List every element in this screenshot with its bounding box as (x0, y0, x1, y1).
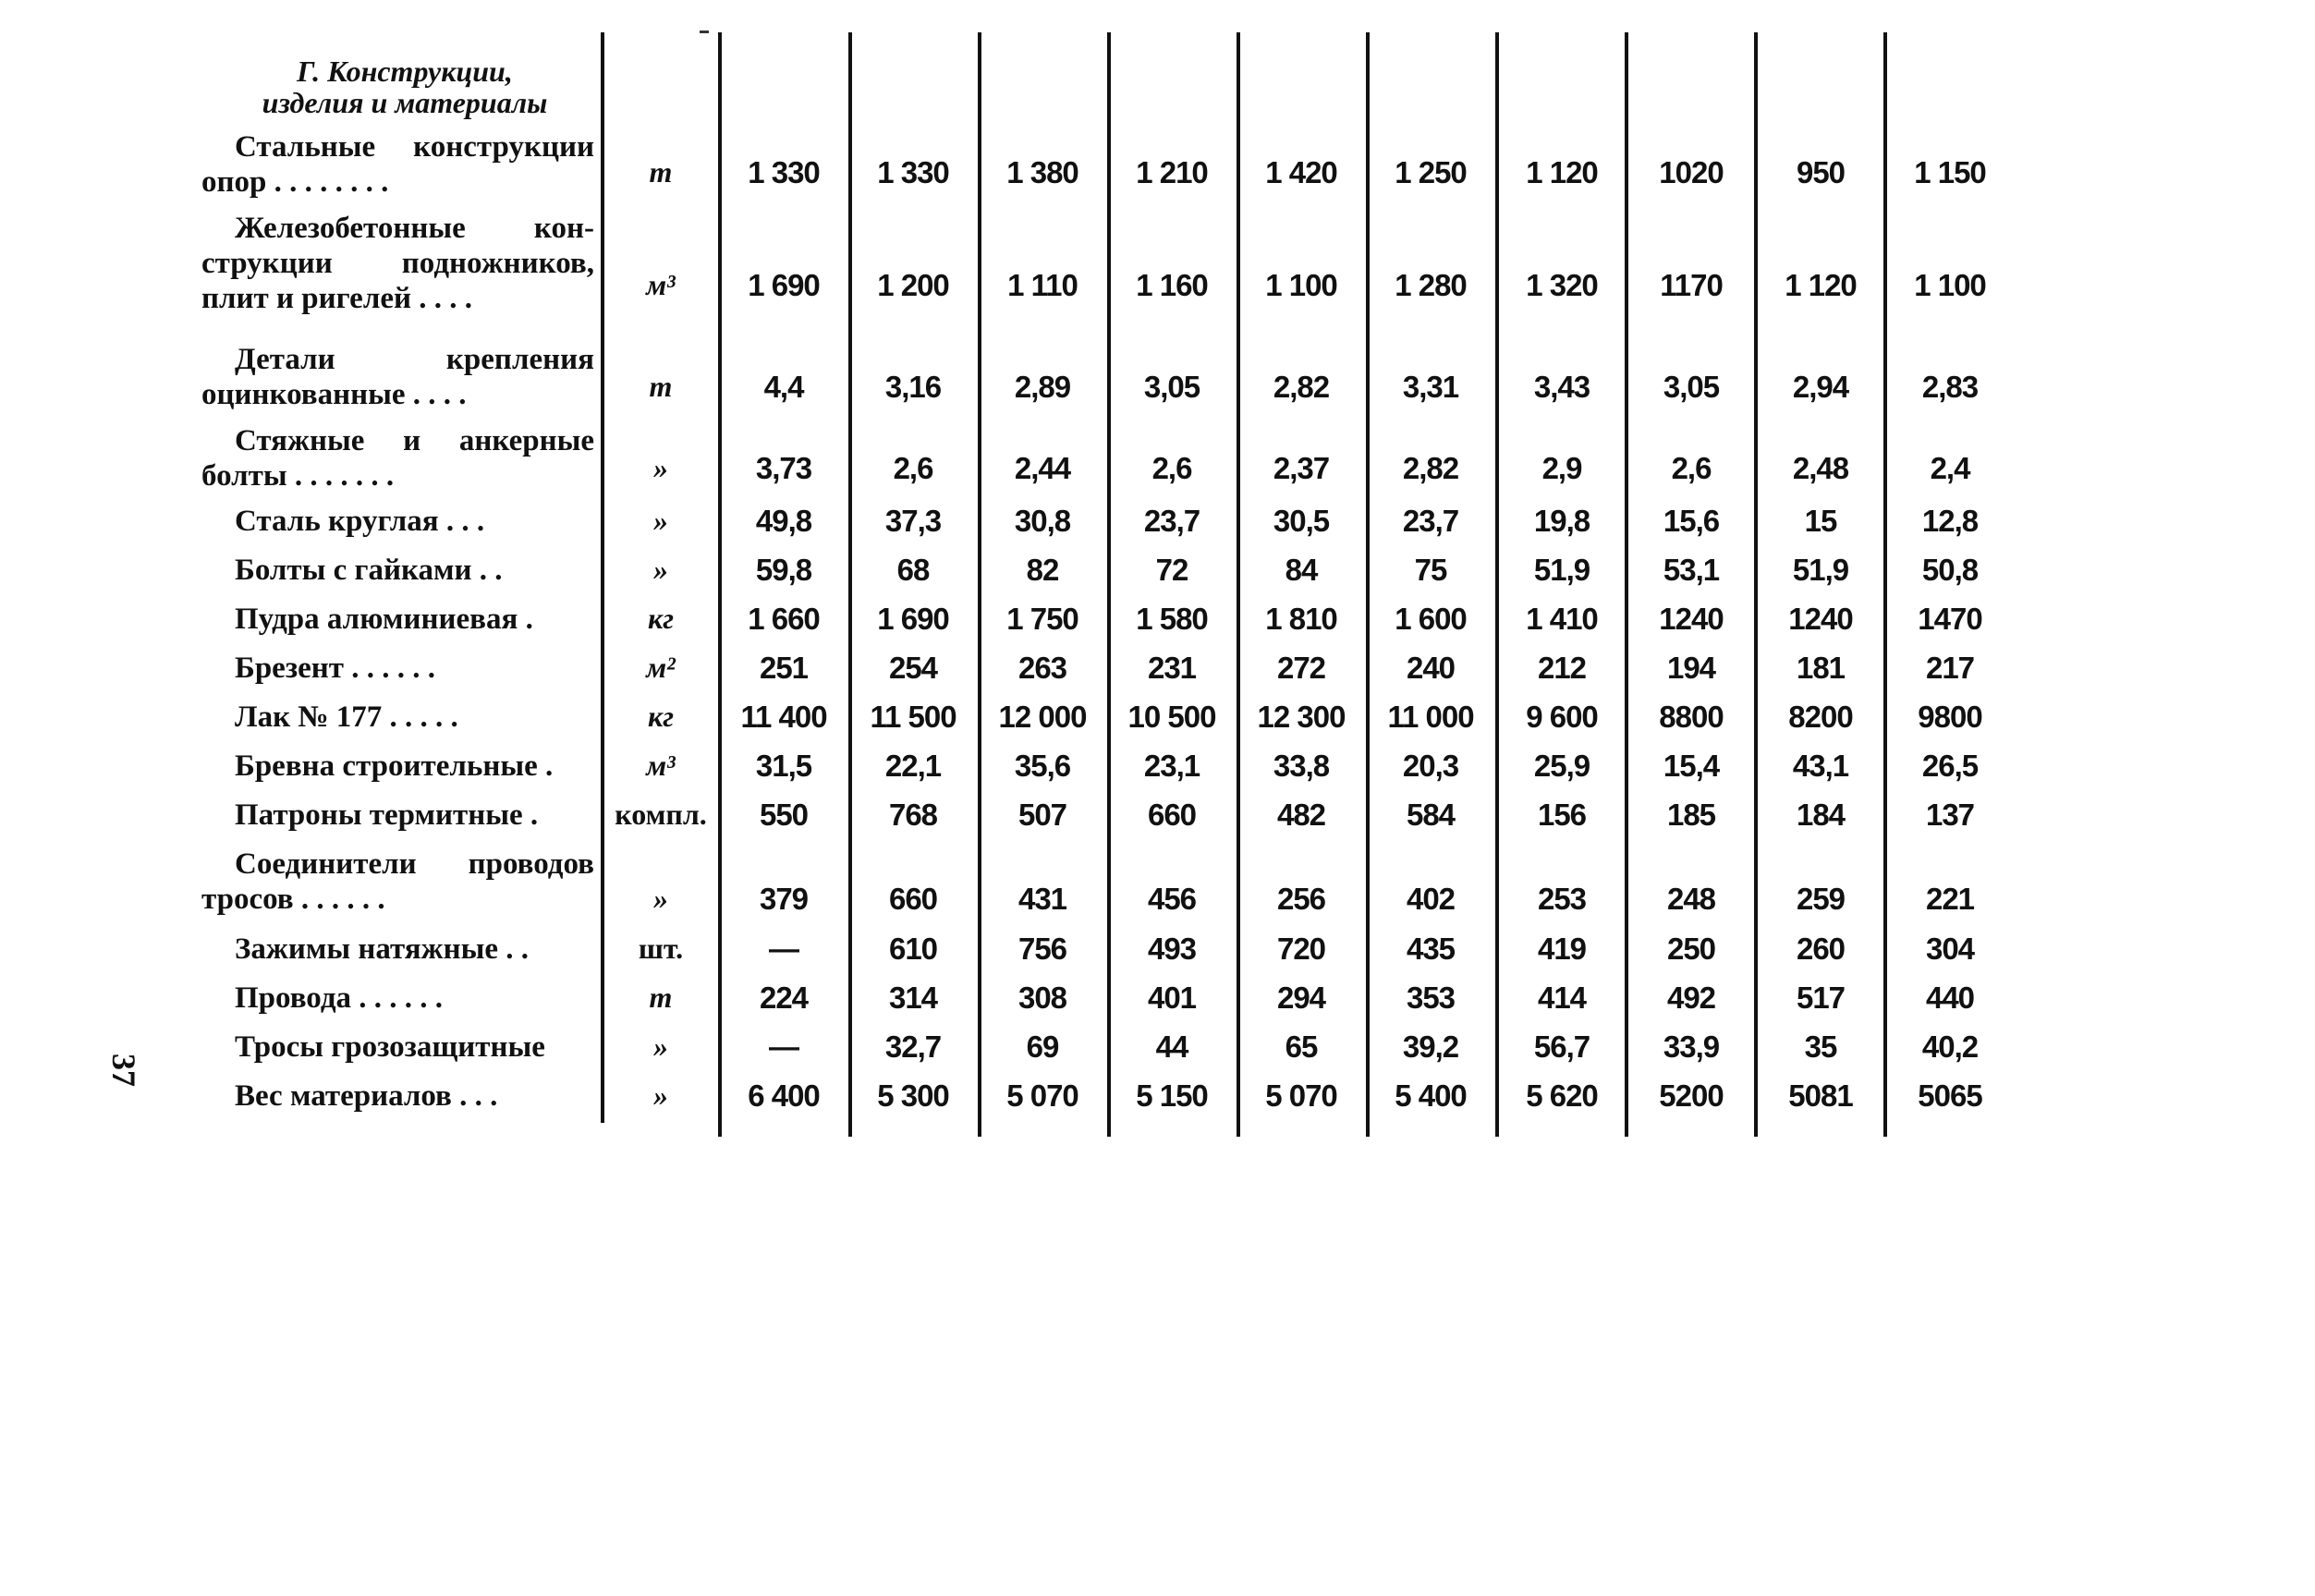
table-cell: 402 (1406, 882, 1456, 916)
table-cell: 185 (1666, 798, 1716, 832)
table-cell: 294 (1276, 981, 1326, 1015)
table-cell: 550 (759, 798, 809, 832)
row-label-line: Пудра алюминиевая . (235, 603, 533, 636)
row-label (201, 847, 594, 917)
table-cell: 65 (1285, 1029, 1318, 1064)
table-cell: 1 810 (1265, 602, 1337, 636)
row-label (201, 932, 594, 967)
row-label (201, 211, 594, 316)
table-cell: 260 (1796, 932, 1846, 966)
table-cell: 2,6 (1671, 451, 1712, 485)
row-unit: » (653, 451, 668, 484)
table-cell: 259 (1796, 882, 1846, 916)
table-cell: 1 210 (1136, 155, 1208, 189)
row-unit: шт. (638, 932, 684, 965)
row-label (201, 749, 594, 784)
table-cell: 15 (1804, 504, 1837, 538)
table-cell: 15,4 (1663, 749, 1720, 783)
table-cell: 660 (888, 882, 938, 916)
table-cell: 231 (1147, 651, 1197, 685)
table-cell: 5 300 (877, 1078, 949, 1113)
table-cell: 137 (1925, 798, 1975, 832)
table-cell: 3,05 (1143, 370, 1200, 404)
row-unit: м³ (646, 749, 676, 782)
table-cell: 353 (1406, 981, 1456, 1015)
table-cell: 33,9 (1663, 1029, 1720, 1064)
table-cell: 1 110 (1007, 268, 1078, 302)
table-cell: 1 420 (1265, 155, 1337, 189)
table-cell: 4,4 (763, 370, 804, 404)
table-cell: 240 (1406, 651, 1456, 685)
row-label-line: Бревна строительные . (235, 749, 554, 783)
table-cell: 217 (1925, 651, 1975, 685)
column-rule (601, 32, 604, 1123)
table-cell: 221 (1925, 882, 1975, 916)
row-label (201, 129, 594, 200)
page-number: 37 (105, 1054, 142, 1087)
table-cell: 20,3 (1402, 749, 1459, 783)
table-cell: 1 330 (748, 155, 820, 189)
table-cell: 11 000 (1387, 700, 1474, 734)
table-cell: 59,8 (755, 553, 812, 587)
table-cell: 84 (1285, 553, 1318, 587)
table-cell: 254 (888, 651, 938, 685)
table-cell: 39,2 (1402, 1029, 1459, 1064)
table-cell: 22,1 (884, 749, 942, 783)
table-cell: 1 380 (1006, 155, 1078, 189)
table-cell: 53,1 (1663, 553, 1720, 587)
row-unit: » (653, 1078, 668, 1112)
table-cell: 256 (1276, 882, 1326, 916)
table-cell: 32,7 (884, 1029, 942, 1064)
table-cell: 5 400 (1395, 1078, 1467, 1113)
table-cell: 3,43 (1533, 370, 1590, 404)
table-cell: 263 (1017, 651, 1067, 685)
table-cell: 517 (1796, 981, 1846, 1015)
table-cell: 248 (1666, 882, 1716, 916)
table-cell: 6 400 (748, 1078, 820, 1113)
table-cell: 68 (896, 553, 930, 587)
table-cell: 50,8 (1921, 553, 1979, 587)
table-cell: 224 (759, 981, 809, 1015)
table-cell: 440 (1925, 981, 1975, 1015)
row-label-line: Провода . . . . . . (235, 981, 444, 1015)
row-unit: » (653, 553, 668, 586)
row-unit: м³ (646, 268, 676, 301)
table-cell: 379 (759, 882, 809, 916)
row-label-line: Тросы грозозащитные (235, 1030, 545, 1064)
section-title-line-1: Г. Конструкции, (297, 55, 513, 88)
row-label-line: плит и ригелей . . . . (201, 282, 473, 315)
table-cell: 35 (1804, 1029, 1837, 1064)
table-cell: 51,9 (1533, 553, 1590, 587)
table-cell: 11 400 (740, 700, 827, 734)
table-cell: 40,2 (1921, 1029, 1979, 1064)
table-cell: 1 280 (1395, 268, 1467, 302)
row-unit: компл. (615, 798, 707, 831)
table-cell: 251 (759, 651, 809, 685)
table-cell: 1 160 (1136, 268, 1208, 302)
table-cell: 950 (1796, 155, 1846, 189)
table-cell: 12 300 (1257, 700, 1346, 734)
table-cell: 8800 (1659, 700, 1724, 734)
row-label-line: Железобетонные кон- (235, 212, 594, 245)
table-cell: 30,5 (1273, 504, 1330, 538)
row-unit: м² (646, 651, 676, 684)
table-cell: 2,89 (1014, 370, 1071, 404)
table-cell: — (769, 1029, 798, 1064)
table-cell: 2,6 (1151, 451, 1192, 485)
table-cell: 2,82 (1273, 370, 1330, 404)
table-cell: 37,3 (884, 504, 942, 538)
table-cell: 25,9 (1533, 749, 1590, 783)
row-unit: » (653, 1029, 668, 1063)
table-cell: 12 000 (998, 700, 1087, 734)
table-cell: 1 690 (877, 602, 949, 636)
table-cell: 5 070 (1265, 1078, 1337, 1113)
table-cell: 72 (1155, 553, 1188, 587)
top-tick-mark (700, 30, 709, 33)
table-cell: 493 (1147, 932, 1197, 966)
table-cell: 23,7 (1402, 504, 1459, 538)
table-cell: 768 (888, 798, 938, 832)
table-cell: 30,8 (1014, 504, 1071, 538)
table-cell: 1 250 (1395, 155, 1467, 189)
table-cell: 75 (1414, 553, 1447, 587)
table-cell: 431 (1017, 882, 1067, 916)
table-cell: 1 660 (748, 602, 820, 636)
table-cell: 8200 (1788, 700, 1853, 734)
table-cell: 1 100 (1914, 268, 1986, 302)
table-cell: 5081 (1788, 1078, 1853, 1113)
table-cell: 5200 (1659, 1078, 1724, 1113)
row-label (201, 553, 594, 588)
table-cell: 33,8 (1273, 749, 1330, 783)
table-cell: 2,48 (1792, 451, 1849, 485)
table-cell: 584 (1406, 798, 1456, 832)
table-cell: 11 500 (870, 700, 956, 734)
table-cell: 5 070 (1006, 1078, 1078, 1113)
table-cell: 482 (1276, 798, 1326, 832)
table-cell: 1 600 (1395, 602, 1467, 636)
row-unit: кг (647, 602, 675, 635)
row-unit: » (653, 882, 668, 915)
table-cell: 35,6 (1014, 749, 1071, 783)
table-cell: 1020 (1659, 155, 1724, 189)
row-unit: т (649, 981, 673, 1014)
row-label-line: Болты с гайками . . (235, 554, 503, 587)
row-label (201, 423, 594, 493)
row-label-line: Вес материалов . . . (235, 1079, 498, 1113)
row-unit: т (649, 370, 673, 403)
table-cell: 2,44 (1014, 451, 1071, 485)
row-label-line: струкции подножников, (201, 247, 594, 280)
table-cell: — (769, 932, 798, 966)
row-label-line: Брезент . . . . . . (235, 652, 435, 685)
table-cell: 194 (1666, 651, 1716, 685)
table-cell: 2,6 (893, 451, 933, 485)
table-cell: 5 150 (1136, 1078, 1208, 1113)
table-cell: 1 330 (877, 155, 949, 189)
table-cell: 69 (1026, 1029, 1059, 1064)
table-cell: 250 (1666, 932, 1716, 966)
table-cell: 272 (1276, 651, 1326, 685)
table-cell: 414 (1537, 981, 1587, 1015)
section-title (211, 55, 599, 118)
row-label (201, 798, 594, 833)
table-cell: 507 (1017, 798, 1067, 832)
table-cell: 51,9 (1792, 553, 1849, 587)
table-cell: 1470 (1918, 602, 1982, 636)
table-cell: 720 (1276, 932, 1326, 966)
table-cell: 1 410 (1526, 602, 1598, 636)
table-cell: 314 (888, 981, 938, 1015)
row-unit: кг (647, 700, 675, 733)
table-cell: 660 (1147, 798, 1197, 832)
row-label-line: тросов . . . . . . (201, 883, 385, 916)
row-label (201, 651, 594, 686)
row-label (201, 700, 594, 735)
table-cell: 2,94 (1792, 370, 1849, 404)
table-cell: 49,8 (755, 504, 812, 538)
row-label-line: Соединители проводов (235, 847, 594, 881)
table-cell: 419 (1537, 932, 1587, 966)
table-cell: 492 (1666, 981, 1716, 1015)
table-cell: 1170 (1660, 268, 1723, 302)
table-cell: 1240 (1659, 602, 1724, 636)
table-cell: 304 (1925, 932, 1975, 966)
table-cell: 9800 (1918, 700, 1982, 734)
row-label-line: Детали крепления (235, 343, 594, 376)
table-cell: 1 120 (1526, 155, 1598, 189)
table-cell: 610 (888, 932, 938, 966)
table-cell: 1 200 (877, 268, 949, 302)
table-cell: 756 (1017, 932, 1067, 966)
table-cell: 23,7 (1143, 504, 1200, 538)
row-label-line: болты . . . . . . . (201, 459, 395, 493)
table-cell: 44 (1155, 1029, 1188, 1064)
table-cell: 43,1 (1792, 749, 1849, 783)
row-label (201, 981, 594, 1016)
table-cell: 1 690 (748, 268, 820, 302)
row-label (201, 504, 594, 539)
row-label-line: оцинкованные . . . . (201, 378, 467, 411)
table-cell: 3,31 (1402, 370, 1459, 404)
row-label-line: Стяжные и анкерные (235, 424, 594, 457)
row-label-line: опор . . . . . . . . (201, 165, 389, 199)
row-label (201, 1078, 594, 1114)
table-cell: 9 600 (1526, 700, 1598, 734)
table-cell: 5065 (1918, 1078, 1982, 1113)
table-cell: 184 (1796, 798, 1846, 832)
table-cell: 435 (1406, 932, 1456, 966)
table-cell: 2,9 (1541, 451, 1582, 485)
section-title-line-2: изделия и материалы (262, 86, 548, 119)
table-cell: 23,1 (1143, 749, 1200, 783)
table-cell: 2,4 (1930, 451, 1970, 485)
table-cell: 253 (1537, 882, 1587, 916)
table-cell: 31,5 (755, 749, 812, 783)
table-cell: 3,05 (1663, 370, 1720, 404)
table-cell: 212 (1537, 651, 1587, 685)
row-unit: » (653, 504, 668, 537)
table-cell: 3,73 (755, 451, 812, 485)
table-cell: 1 150 (1914, 155, 1986, 189)
row-label-line: Патроны термитные . (235, 798, 539, 832)
table-cell: 1 750 (1006, 602, 1078, 636)
row-label-line: Зажимы натяжные . . (235, 932, 529, 966)
table-cell: 56,7 (1533, 1029, 1590, 1064)
table-cell: 308 (1017, 981, 1067, 1015)
table-cell: 1 120 (1785, 268, 1857, 302)
table-cell: 12,8 (1921, 504, 1979, 538)
table-cell: 181 (1796, 651, 1846, 685)
row-label-line: Сталь круглая . . . (235, 505, 485, 538)
table-cell: 156 (1537, 798, 1587, 832)
row-unit: т (649, 155, 673, 189)
table-cell: 3,16 (884, 370, 942, 404)
table-cell: 26,5 (1921, 749, 1979, 783)
table-cell: 2,82 (1402, 451, 1459, 485)
table-cell: 456 (1147, 882, 1197, 916)
row-label (201, 342, 594, 412)
table-cell: 1240 (1788, 602, 1853, 636)
table-cell: 401 (1147, 981, 1197, 1015)
table-cell: 1 580 (1136, 602, 1208, 636)
row-label-line: Лак № 177 . . . . . (235, 701, 458, 734)
table-cell: 10 500 (1127, 700, 1216, 734)
table-cell: 19,8 (1533, 504, 1590, 538)
row-label (201, 602, 594, 637)
table-cell: 2,37 (1273, 451, 1330, 485)
row-label-line: Стальные конструкции (235, 130, 594, 164)
table-cell: 82 (1026, 553, 1059, 587)
table-cell: 1 320 (1526, 268, 1598, 302)
table-cell: 15,6 (1663, 504, 1720, 538)
table-cell: 1 100 (1265, 268, 1337, 302)
table-cell: 2,83 (1921, 370, 1979, 404)
row-label (201, 1029, 594, 1065)
table-cell: 5 620 (1526, 1078, 1598, 1113)
